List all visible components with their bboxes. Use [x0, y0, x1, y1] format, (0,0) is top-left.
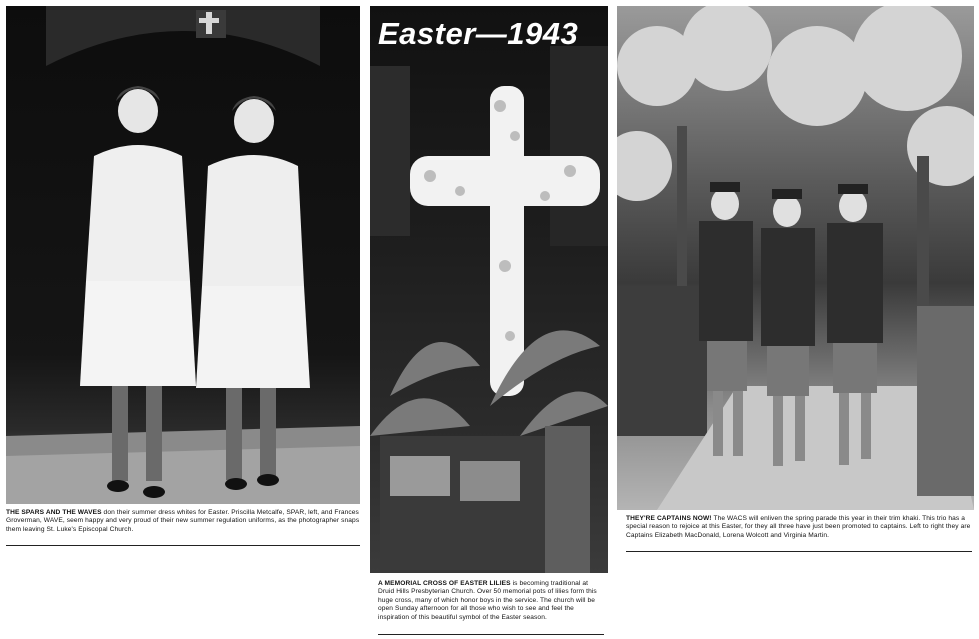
- caption-body: The WACS will enliven the spring parade this year in their trim khaki. This trio has a special reason to rejoice at this Easter, for they all three have just been promoted to captains. Left to right they are Captains Elizabeth MacDonald, Lorena Wolcott and Virginia Martin.: [626, 515, 971, 539]
- caption-rule: [6, 545, 360, 546]
- caption-lead: THE SPARS AND THE WAVES: [6, 509, 102, 516]
- caption-rule: [626, 551, 972, 552]
- caption-body: don their summer dress whites for Easter. Priscilla Metcalfe, SPAR, left, and Frances Groverman, WAVE, seem happy and very proud of their new summer regulation uniforms, as the photographer snaps them leaving St. Luke's Episcopal Church.: [6, 509, 360, 533]
- caption-lead: A MEMORIAL CROSS OF EASTER LILIES: [378, 580, 511, 587]
- spars-waves-caption: [6, 509, 360, 534]
- lily-cross-caption: [378, 580, 604, 622]
- spars-waves-photo: [6, 6, 360, 504]
- caption-rule: [378, 634, 604, 635]
- spars-waves-illustration: [6, 6, 360, 504]
- captains-caption: [626, 515, 972, 540]
- page-title: Easter—1943: [378, 16, 579, 51]
- captains-illustration: [617, 6, 974, 510]
- caption-lead: THEY'RE CAPTAINS NOW!: [626, 515, 712, 522]
- lily-cross-illustration: [370, 6, 608, 573]
- easter-cross-photo: [370, 6, 608, 573]
- caption-body: is becoming traditional at Druid Hills Presbyterian Church. Over 50 memorial pots of lilies form this huge cross, many of which honor boys in the service. The church will be open Sunday afternoon for all those who wish to see and feel the inspiration of this beautiful symbol of the Easter season.: [378, 580, 597, 621]
- wac-captains-photo: [617, 6, 974, 510]
